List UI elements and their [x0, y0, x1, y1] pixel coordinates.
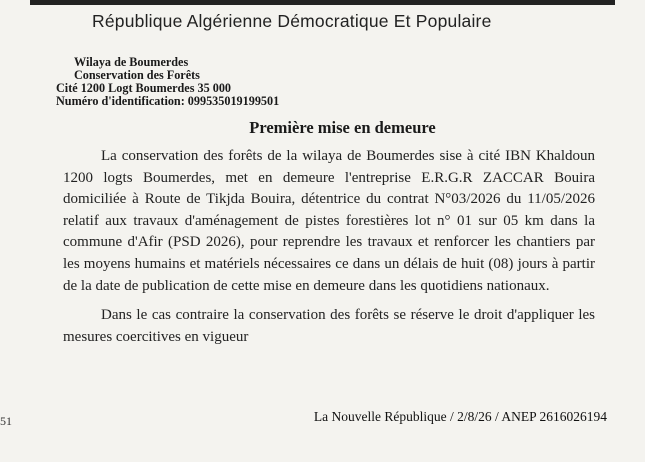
notice-body	[63, 146, 595, 348]
document-title: Première mise en demeure	[249, 118, 436, 137]
issuer-id-number: Numéro d'identification: 099535019199501	[56, 94, 280, 108]
issuer-block	[56, 56, 279, 108]
republic-heading: République Algérienne Démocratique Et Populaire	[92, 11, 492, 31]
issuer-wilaya: Wilaya de Boumerdes	[74, 55, 189, 69]
page-number: 51	[0, 414, 12, 428]
issuer-address: Cité 1200 Logt Boumerdes 35 000	[56, 81, 232, 95]
top-border-bar	[30, 0, 615, 5]
notice-paragraph-main: La conservation des forêts de la wilaya de Boumerdes sise à cité IBN Khaldoun 1200 logts Boumerdes, met en demeure l'entreprise E.R.G.R ZACCAR Bouira domiciliée à Route de Tikjda Bouira, détentrice du contrat N°03/2026 du 11/05/2026 relatif aux travaux d'aménagement de pistes forestières lot n° 01 sur 05 km dans la commune d'Afir (PSD 2026), pour reprendre les travaux et renforcer les chantiers par les moyens humains et matériels nécessaires ce dans un délais de huit (08) jours à partir de la date de publication de cette mise en demeure dans les quotidiens nationaux.	[63, 148, 595, 294]
notice-paragraph-consequence: Dans le cas contraire la conservation des forêts se réserve le droit d'appliquer les mesures coercitives en vigueur	[63, 307, 595, 345]
publication-source: La Nouvelle République / 2/8/26 / ANEP 2616026194	[313, 409, 607, 424]
issuer-conservation: Conservation des Forêts	[74, 68, 200, 82]
